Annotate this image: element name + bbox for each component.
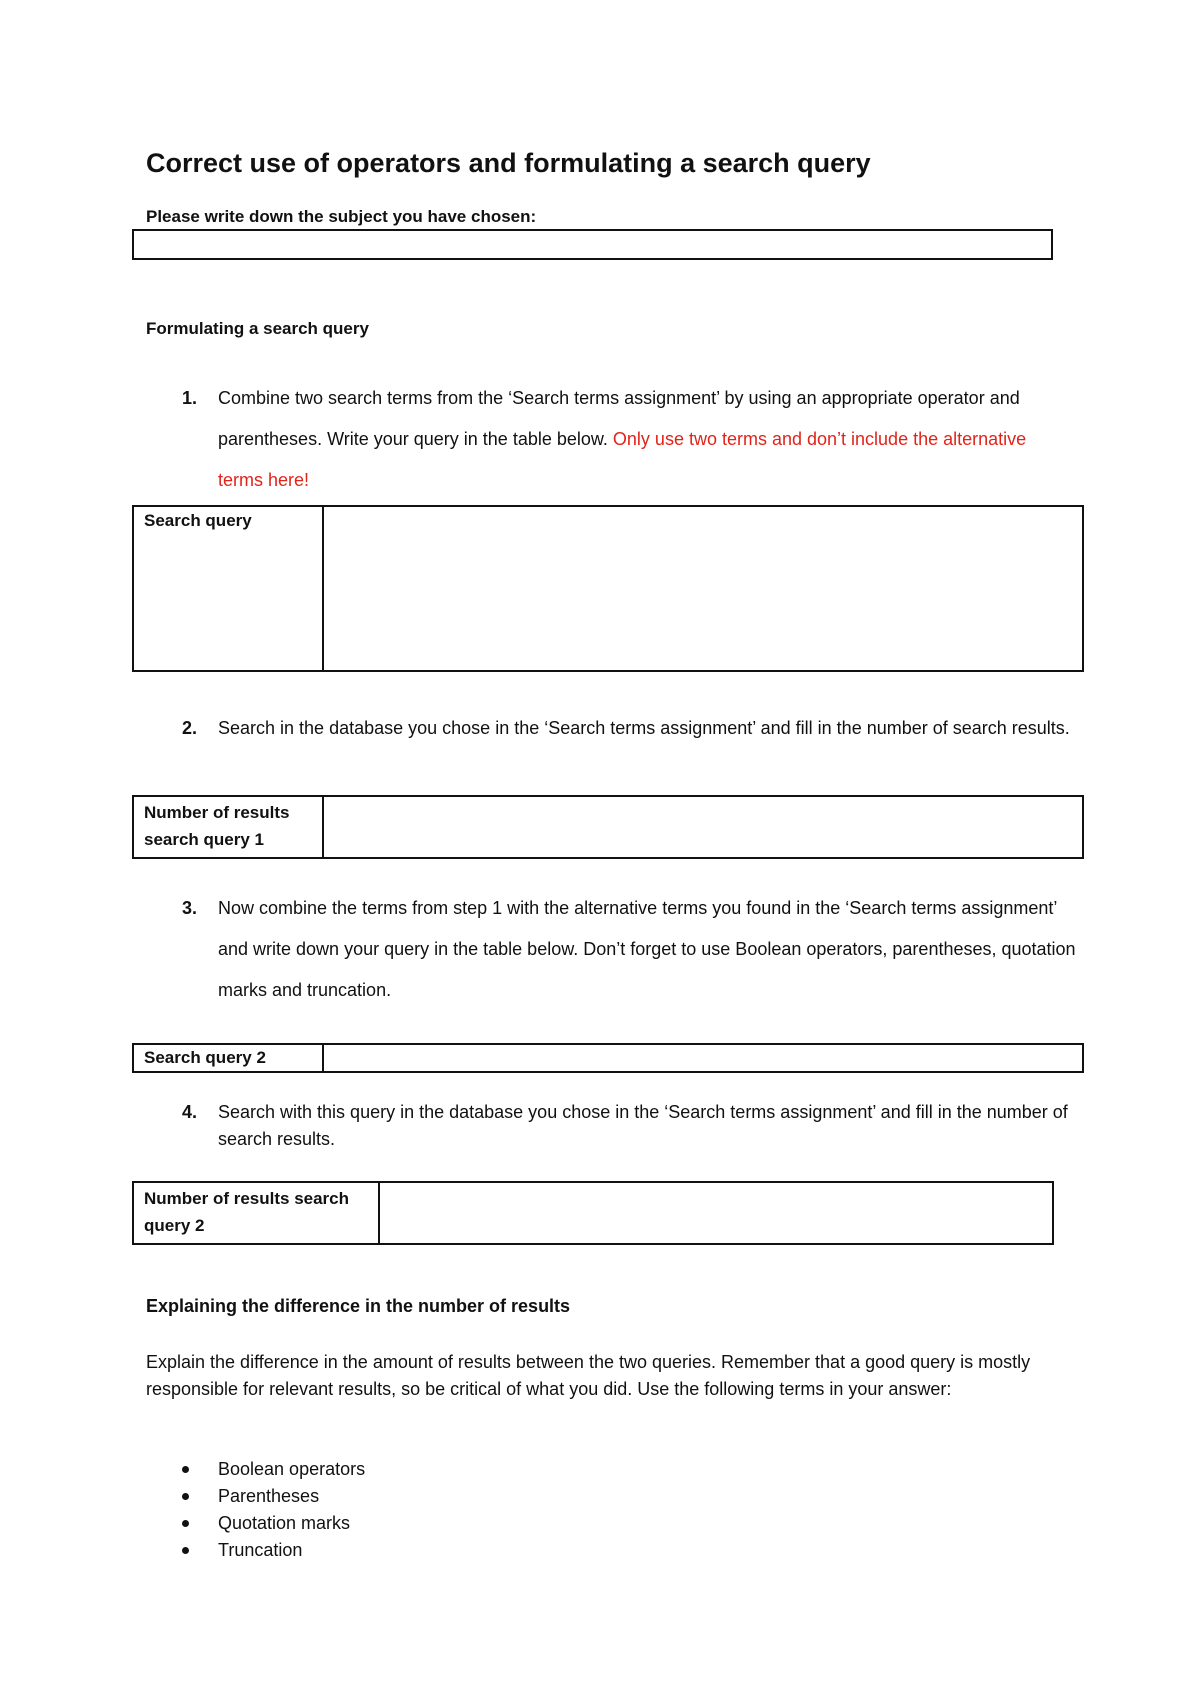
step-text: Combine two search terms from the ‘Search terms assignment’ by using an appropriate operator and parentheses. Write your query in the table below. [218, 388, 1020, 449]
step-text: Search with this query in the database you chose in the ‘Search terms assignment’ and fill in the number of search results. [218, 1102, 1068, 1149]
step-number: 4. [182, 1102, 198, 1122]
results-query1-table [132, 795, 1084, 859]
step-warning: Only use two terms and don’t include the alternative terms here! [218, 429, 1027, 490]
search-query2-input[interactable] [323, 1044, 1083, 1072]
results-query1-input[interactable] [323, 796, 1083, 858]
step-4 [146, 1099, 1076, 1153]
step-number: 2. [182, 718, 198, 738]
search-query2-label: Search query 2 [133, 1044, 323, 1072]
bullet-icon [182, 1466, 189, 1473]
subject-input-field[interactable] [132, 229, 1053, 260]
step-number: 3. [182, 898, 198, 918]
list-item: Boolean operators [146, 1456, 846, 1483]
step-1 [146, 378, 1076, 501]
page-title: Correct use of operators and formulating a search query [146, 148, 871, 178]
list-item: Quotation marks [146, 1510, 846, 1537]
results-query2-input[interactable] [379, 1182, 1053, 1244]
search-query-label: Search query [133, 506, 323, 671]
bullet-icon [182, 1547, 189, 1554]
bullet-icon [182, 1520, 189, 1527]
search-query-input[interactable] [323, 506, 1083, 671]
results-query2-table [132, 1181, 1054, 1245]
explanation-paragraph: Explain the difference in the amount of results between the two queries. Remember that a good query is mostly responsible for relevant results, so be critical of what you did. Use the following terms in your answer: [146, 1352, 1031, 1399]
section-heading-explaining: Explaining the difference in the number of results [146, 1296, 571, 1316]
section-heading-formulating: Formulating a search query [146, 319, 369, 338]
bullet-icon [182, 1493, 189, 1500]
terms-list [146, 1456, 846, 1564]
search-query2-table [132, 1043, 1084, 1073]
list-item: Truncation [146, 1537, 846, 1564]
step-2 [146, 708, 1076, 749]
step-text: Search in the database you chose in the ‘Search terms assignment’ and fill in the number of search results. [218, 718, 1070, 738]
step-number: 1. [182, 388, 198, 408]
step-3 [146, 888, 1076, 1011]
list-item: Parentheses [146, 1483, 846, 1510]
step-text: Now combine the terms from step 1 with the alternative terms you found in the ‘Search terms assignment’ and write down your query in the table below. Don’t forget to use Boolean operators, parentheses, quotation marks and truncation. [218, 898, 1076, 1000]
subject-prompt: Please write down the subject you have chosen: [146, 207, 537, 226]
search-query-table [132, 505, 1084, 672]
results-query1-label: Number of results search query 1 [133, 796, 323, 858]
results-query2-label: Number of results search query 2 [133, 1182, 379, 1244]
